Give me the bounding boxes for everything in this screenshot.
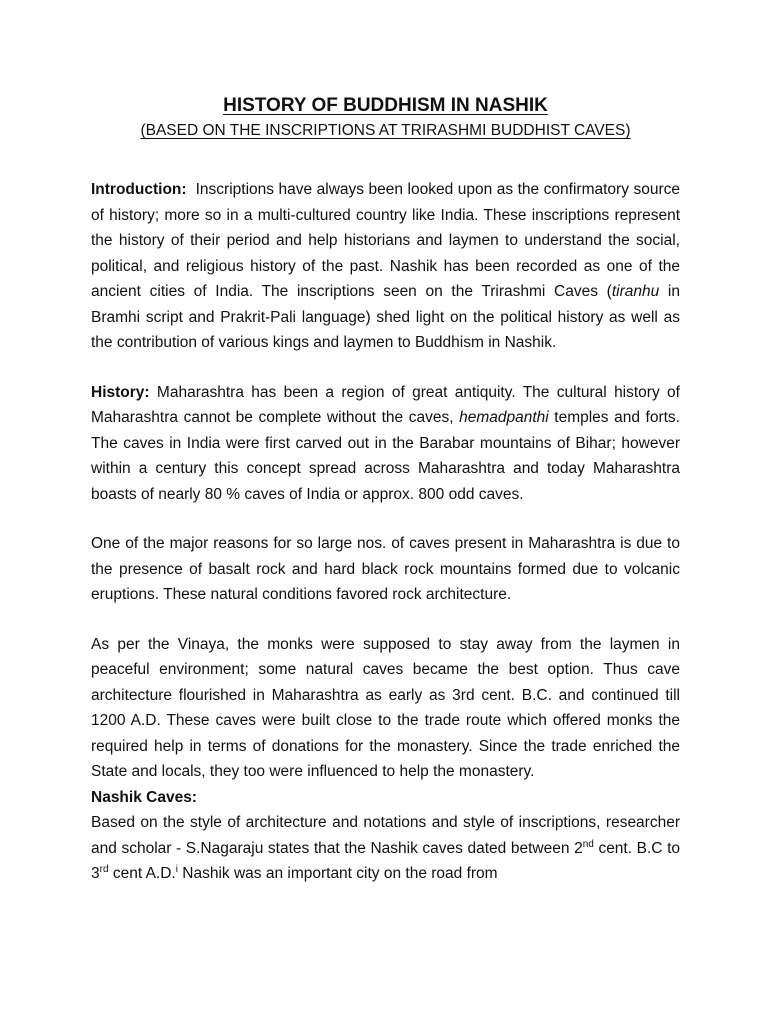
history-paragraph	[91, 380, 680, 508]
reasons-paragraph: One of the major reasons for so large nos. of caves present in Maharashtra is due to the presence of basalt rock and hard black rock mountains formed due to volcanic eruptions. These natural conditions favored rock architecture.	[91, 535, 680, 603]
page-title: HISTORY OF BUDDHISM IN NASHIK	[223, 95, 548, 116]
introduction-text-a: Inscriptions have always been looked upon as the confirmatory source of history; more so in a multi-cultured country like India. These inscriptions represent the history of their period and help historians and laymen to understand the social, political, and religious history of the past. Nashik has been recorded as one of the ancient cities of India. The inscriptions seen on the Trirashmi Caves (	[91, 181, 680, 300]
nashik-caves-paragraph	[91, 810, 680, 887]
history-text-b: temples and forts. The caves in India were first carved out in the Barabar mountains of Bihar; however within a century this concept spread across Maharashtra and today Maharashtra boasts of nearly 80 % caves of India or approx. 800 odd caves.	[91, 409, 680, 503]
introduction-label: Introduction:	[91, 181, 187, 198]
footnote-marker[interactable]: i	[175, 863, 178, 875]
history-text-a: Maharashtra has been a region of great antiquity. The cultural history of Maharashtra cannot be complete without the caves,	[91, 383, 680, 426]
nashik-text-a: Based on the style of architecture and notations and style of inscriptions, researcher and scholar - S.Nagaraju states that the Nashik caves dated between 2	[91, 814, 680, 857]
nashik-text-b: cent. B.C to 3	[91, 839, 680, 882]
nashik-sup-2: rd	[99, 863, 109, 875]
nashik-text-c: cent A.D.	[108, 865, 176, 882]
introduction-italic: tiranhu	[611, 283, 660, 300]
introduction-text-b: in Bramhi script and Prakrit-Pali language) shed light on the political history as well as the contribution of various kings and laymen to Buddhism in Nashik.	[91, 283, 680, 351]
nashik-sup-1: nd	[582, 838, 594, 850]
vinaya-paragraph: As per the Vinaya, the monks were supposed to stay away from the laymen in peaceful environment; some natural caves became the best option. Thus cave architecture flourished in Maharashtra as early as 3rd cent. B.C. and continued till 1200 A.D. These caves were built close to the trade route which offered monks the required help in terms of donations for the monastery. Since the trade enriched the State and locals, they too were influenced to help the monastery.	[91, 635, 680, 780]
nashik-text-d: Nashik was an important city on the road from	[177, 865, 498, 882]
history-italic: hemadpanthi	[459, 409, 549, 426]
page-subtitle: (BASED ON THE INSCRIPTIONS AT TRIRASHMI BUDDHIST CAVES)	[140, 122, 631, 139]
introduction-paragraph	[91, 177, 680, 356]
nashik-caves-heading: Nashik Caves:	[91, 788, 197, 806]
history-label: History:	[91, 383, 150, 401]
